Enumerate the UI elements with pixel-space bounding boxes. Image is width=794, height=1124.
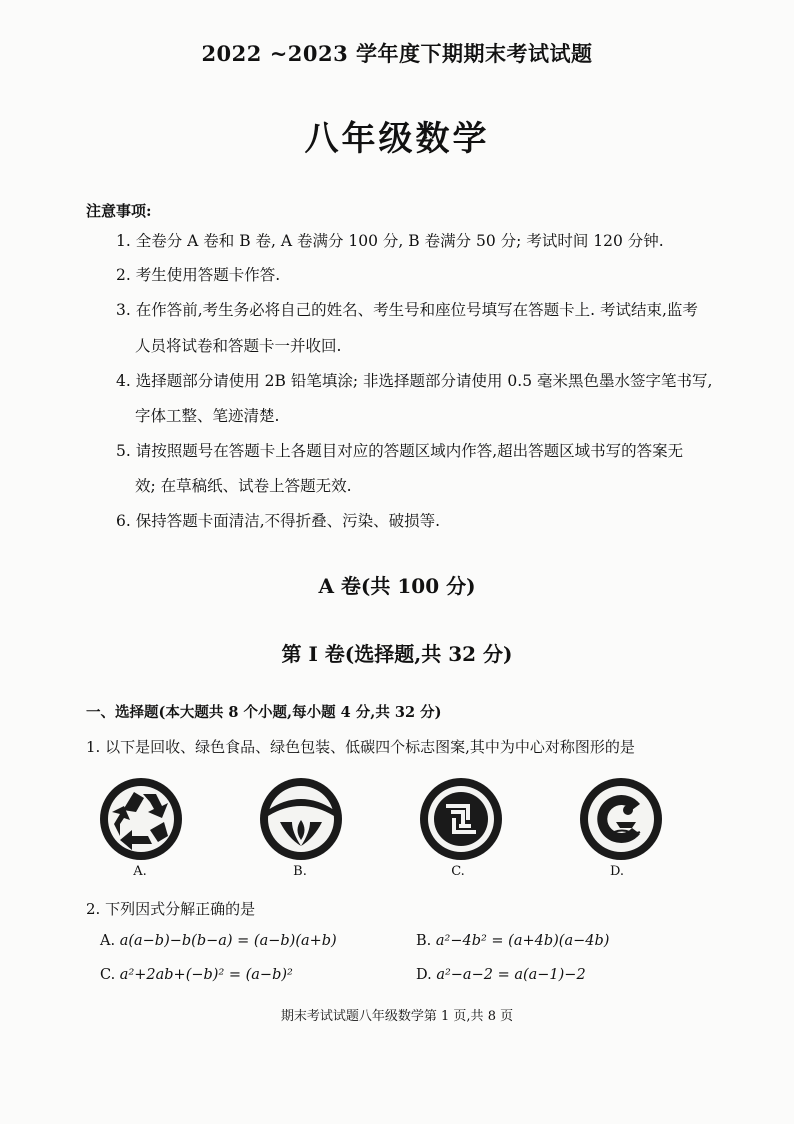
q2-option-b-label: B.: [416, 933, 436, 949]
notice-item-3: 3. 在作答前,考生务必将自己的姓名、考生号和座位号填写在答题卡上. 考试结束,监考: [116, 301, 698, 319]
section-a-title: A 卷(共 100 分): [318, 574, 476, 598]
subject-title: 八年级数学: [304, 119, 490, 159]
notice-item-4: 4. 选择题部分请使用 2B 铅笔填涂; 非选择题部分请使用 0.5 毫米黑色墨水签字笔书写,: [116, 372, 713, 390]
q2-option-b: [416, 933, 609, 949]
notice-heading: 注意事项:: [86, 202, 152, 220]
notice-item-4-cont: 字体工整、笔迹清楚.: [135, 407, 280, 425]
q2-option-a-expr: a(a−b)−b(b−a) = (a−b)(a+b): [119, 933, 337, 949]
q2-option-d-label: D.: [416, 967, 437, 983]
page-footer: 期末考试试题八年级数学第 1 页,共 8 页: [280, 1009, 514, 1024]
q1-option-a-label: A.: [133, 864, 147, 879]
q2-option-b-expr: a²−4b² = (a+4b)(a−4b): [435, 933, 610, 949]
green-package-icon: [418, 776, 504, 862]
low-carbon-icon: [578, 776, 664, 862]
exam-header-title: 2022 ~2023 学年度下期期末考试试题: [201, 41, 593, 66]
q1-option-b-label: B.: [293, 864, 307, 879]
notice-item-2: 2. 考生使用答题卡作答.: [116, 266, 281, 284]
question-2-text: 2. 下列因式分解正确的是: [86, 900, 256, 918]
q2-option-a-label: A.: [100, 933, 120, 949]
q2-option-c-expr: a²+2ab+(−b)² = (a−b)²: [119, 967, 293, 983]
q2-option-a: [100, 933, 337, 949]
recycle-icon: [98, 776, 184, 862]
question-1-text: 1. 以下是回收、绿色食品、绿色包装、低碳四个标志图案,其中为中心对称图形的是: [86, 738, 635, 756]
multiple-choice-heading: 一、选择题(本大题共 8 个小题,每小题 4 分,共 32 分): [86, 704, 442, 721]
notice-item-5-cont: 效; 在草稿纸、试卷上答题无效.: [135, 477, 352, 495]
notice-item-3-cont: 人员将试卷和答题卡一并收回.: [135, 337, 342, 355]
q2-option-d: [416, 967, 586, 983]
q2-option-d-expr: a²−a−2 = a(a−1)−2: [436, 967, 586, 983]
notice-item-1: 1. 全卷分 A 卷和 B 卷, A 卷满分 100 分, B 卷满分 50 分; 考试时间 120 分钟.: [116, 232, 664, 250]
q1-option-c-label: C.: [451, 864, 465, 879]
q2-option-c-label: C.: [100, 967, 120, 983]
notice-item-6: 6. 保持答题卡面清洁,不得折叠、污染、破损等.: [116, 512, 441, 530]
notice-item-5: 5. 请按照题号在答题卡上各题目对应的答题区域内作答,超出答题区域书写的答案无: [116, 442, 684, 460]
green-food-icon: [258, 776, 344, 862]
q1-option-d-label: D.: [609, 864, 625, 879]
part-1-title: 第 I 卷(选择题,共 32 分): [281, 642, 513, 666]
q2-option-c: [100, 967, 293, 983]
